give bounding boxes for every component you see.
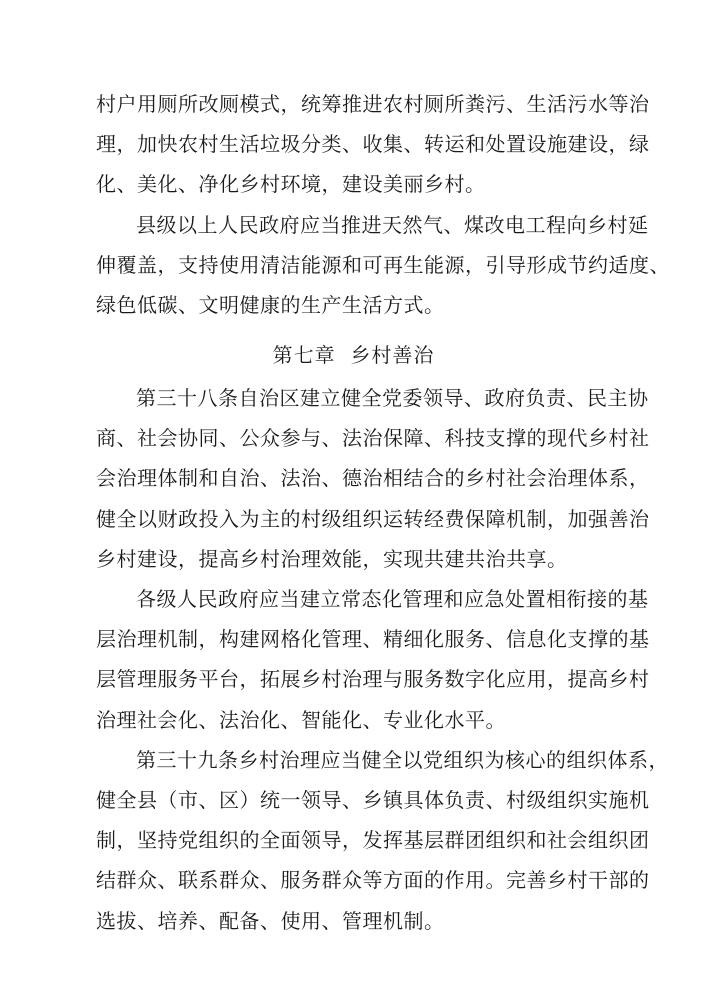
text-line: 伸覆盖，支持使用清洁能源和可再生能源，引导形成节约适度、 bbox=[96, 252, 670, 277]
text-line: 各级人民政府应当建立常态化管理和应急处置相衔接的基 bbox=[136, 587, 649, 611]
text-line: 商、社会协同、公众参与、法治保障、科技支撑的现代乡村社 bbox=[96, 426, 650, 451]
text-line: 化、美化、净化乡村环境，建设美丽乡村。 bbox=[96, 172, 486, 197]
text-line: 县级以上人民政府应当推进天然气、煤改电工程向乡村延 bbox=[136, 212, 649, 237]
chapter-heading: 第七章 乡村善治 bbox=[272, 343, 435, 367]
text-line: 第三十八条自治区建立健全党委领导、政府负责、民主协 bbox=[136, 386, 649, 410]
text-line: 第三十九条乡村治理应当健全以党组织为核心的组织体系， bbox=[136, 747, 669, 772]
text-line: 结群众、联系群众、服务群众等方面的作用。完善乡村干部的 bbox=[96, 868, 650, 893]
text-line: 绿色低碳、文明健康的生产生活方式。 bbox=[96, 293, 445, 317]
text-line: 选拔、培养、配备、使用、管理机制。 bbox=[96, 908, 445, 933]
text-line: 层治理机制，构建网格化管理、精细化服务、信息化支撑的基 bbox=[96, 627, 650, 652]
text-line: 会治理体制和自治、法治、德治相结合的乡村社会治理体系， bbox=[96, 466, 650, 491]
text-line: 制，坚持党组织的全面领导，发挥基层群团组织和社会组织团 bbox=[96, 828, 650, 853]
text-line: 理，加快农村生活垃圾分类、收集、转运和处置设施建设，绿 bbox=[96, 132, 650, 157]
text-line: 治理社会化、法治化、智能化、专业化水平。 bbox=[96, 707, 506, 732]
text-line: 层管理服务平台，拓展乡村治理与服务数字化应用，提高乡村 bbox=[96, 667, 650, 692]
text-line: 村户用厕所改厕模式，统筹推进农村厕所粪污、生活污水等治 bbox=[96, 92, 650, 116]
text-line: 健全县（市、区）统一领导、乡镇具体负责、村级组织实施机 bbox=[96, 788, 650, 812]
text-line: 健全以财政投入为主的村级组织运转经费保障机制，加强善治 bbox=[96, 506, 650, 531]
text-line: 乡村建设，提高乡村治理效能，实现共建共治共享。 bbox=[96, 546, 568, 571]
